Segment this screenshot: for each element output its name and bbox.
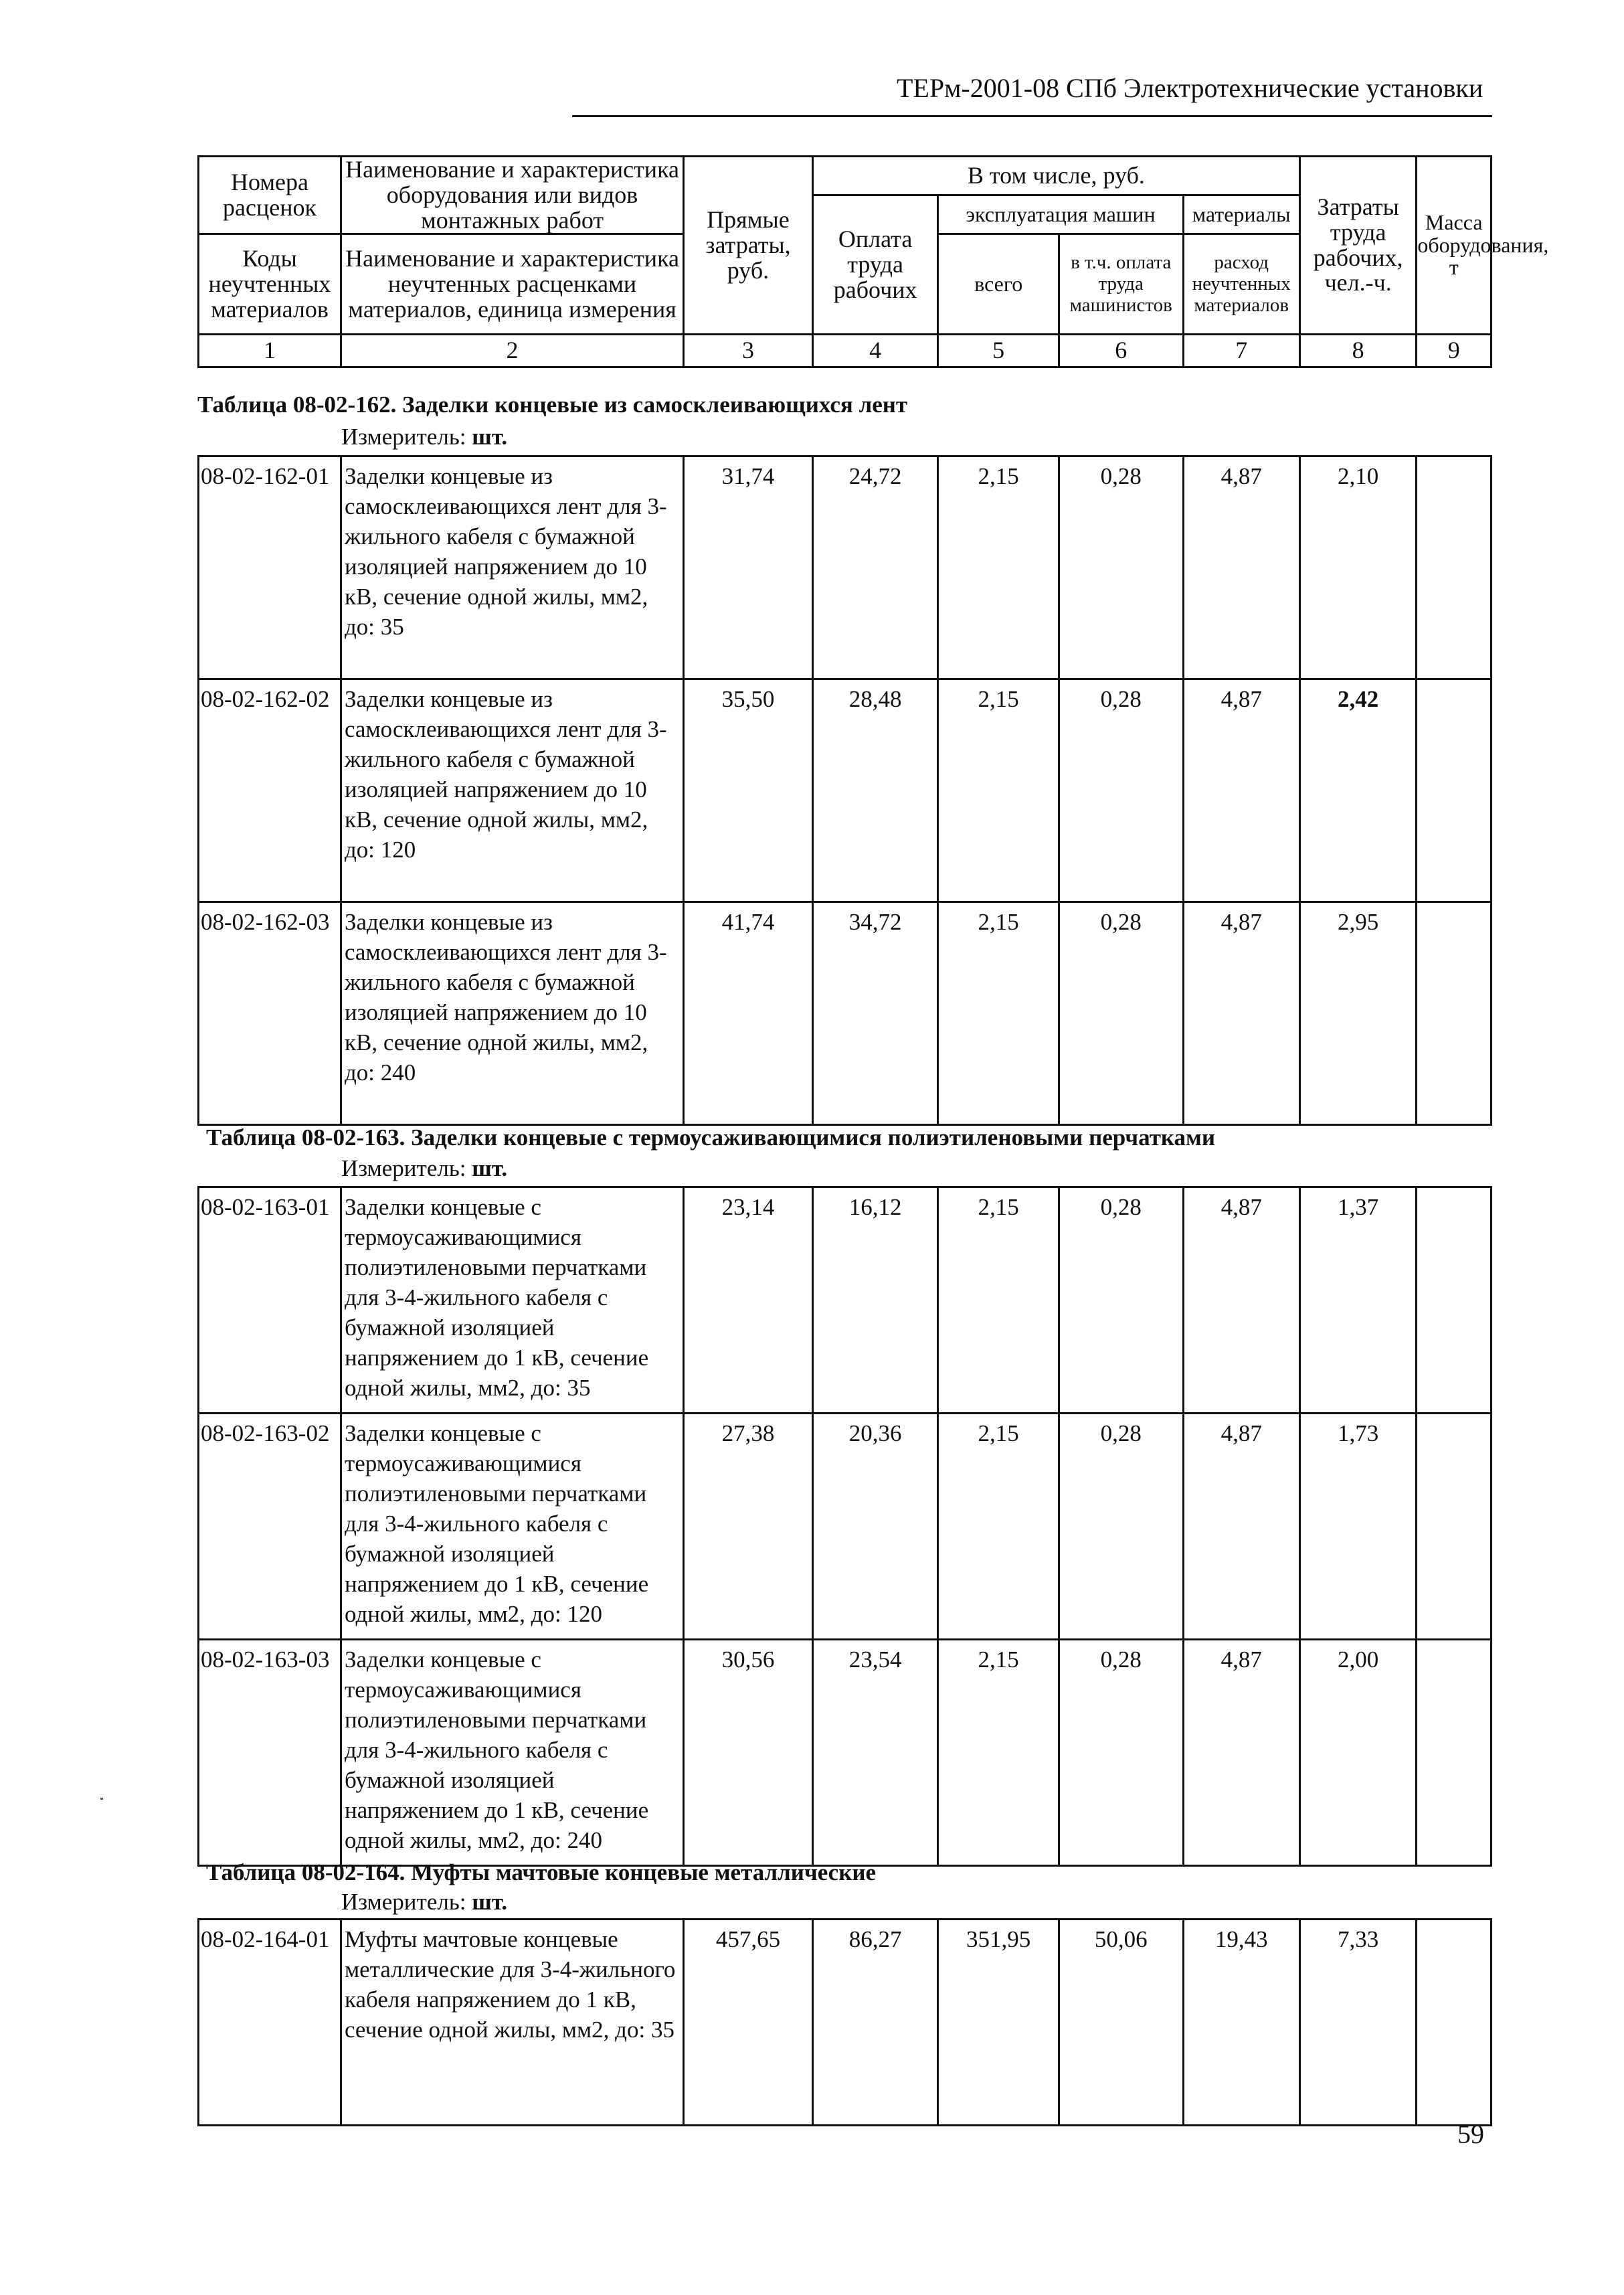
materials-cost: 4,87 (1183, 456, 1299, 679)
section-title: Таблица 08-02-164. Муфты мачтовые концевые металлические (206, 1859, 877, 1885)
labor-hours: 1,73 (1299, 1414, 1416, 1640)
machinists-labor: 0,28 (1059, 456, 1183, 679)
col6-header: в т.ч. оплата труда машинистов (1059, 234, 1183, 335)
equipment-mass (1417, 679, 1492, 902)
equipment-mass (1417, 1640, 1492, 1866)
unit-label: Измеритель: (341, 424, 466, 450)
labor-hours: 2,10 (1299, 456, 1416, 679)
table-row (199, 1920, 1492, 2126)
rate-code: 08-02-162-03 (199, 902, 341, 1125)
rate-code: 08-02-164-01 (199, 1920, 341, 2126)
work-description: Муфты мачтовые концевые металлические для 3-4-жильного кабеля напряжением до 1 кВ, сечение одной жилы, мм2, до: 35 (341, 1920, 683, 2126)
unit-line (341, 424, 507, 450)
machines-total: 2,15 (938, 1187, 1059, 1414)
labor-cost: 20,36 (812, 1414, 938, 1640)
machines-total: 2,15 (938, 1640, 1059, 1866)
materials-cost: 19,43 (1183, 1920, 1299, 2126)
col5-header: всего (938, 234, 1059, 335)
table-row (199, 902, 1492, 1125)
machinists-labor: 0,28 (1059, 902, 1183, 1125)
machines-total: 2,15 (938, 456, 1059, 679)
machinists-labor: 0,28 (1059, 1187, 1183, 1414)
machinists-labor: 0,28 (1059, 679, 1183, 902)
page-number: 59 (1457, 2119, 1484, 2149)
machines-total: 351,95 (938, 1920, 1059, 2126)
col-number: 5 (938, 335, 1059, 367)
labor-cost: 23,54 (812, 1640, 938, 1866)
work-description: Заделки концевые из самосклеивающихся лент для 3-жильного кабеля с бумажной изоляцией напряжением до 10 кВ, сечение одной жилы, мм2, до: 120 (341, 679, 683, 902)
machines-total: 2,15 (938, 1414, 1059, 1640)
labor-cost: 86,27 (812, 1920, 938, 2126)
materials-header: материалы (1183, 195, 1299, 234)
machinists-labor: 0,28 (1059, 1640, 1183, 1866)
col-number: 4 (812, 335, 938, 367)
labor-hours: 2,00 (1299, 1640, 1416, 1866)
col2-header-bottom: Наименование и характеристика неучтенных расценками материалов, единица измерения (341, 234, 683, 335)
labor-hours: 7,33 (1299, 1920, 1416, 2126)
direct-cost: 30,56 (684, 1640, 813, 1866)
materials-cost: 4,87 (1183, 1414, 1299, 1640)
col2-header-top: Наименование и характеристика оборудования или видов монтажных работ (341, 157, 683, 234)
unit-line (341, 1889, 507, 1916)
rates-table-163 (197, 1186, 1492, 1867)
machines-total: 2,15 (938, 902, 1059, 1125)
materials-cost: 4,87 (1183, 1187, 1299, 1414)
table-row (199, 1187, 1492, 1414)
work-description: Заделки концевые из самосклеивающихся лент для 3-жильного кабеля с бумажной изоляцией напряжением до 10 кВ, сечение одной жилы, мм2, до: 35 (341, 456, 683, 679)
group-header: В том числе, руб. (812, 157, 1299, 195)
rates-table-162 (197, 455, 1492, 1126)
col-number: 6 (1059, 335, 1183, 367)
unit-value: шт. (472, 424, 508, 450)
equipment-mass (1417, 1187, 1492, 1414)
col9-header: Масса оборудования, т (1417, 157, 1492, 335)
machines-header: эксплуатация машин (938, 195, 1183, 234)
col1-header-top: Номера расценок (199, 157, 341, 234)
unit-label: Измеритель: (341, 1889, 466, 1915)
materials-cost: 4,87 (1183, 902, 1299, 1125)
equipment-mass (1417, 1414, 1492, 1640)
materials-cost: 4,87 (1183, 679, 1299, 902)
direct-cost: 457,65 (684, 1920, 813, 2126)
scan-speck (100, 1798, 103, 1800)
unit-label: Измеритель: (341, 1155, 466, 1181)
col-number: 1 (199, 335, 341, 367)
col-number: 3 (684, 335, 813, 367)
rates-table-164 (197, 1918, 1492, 2126)
col-number: 2 (341, 335, 683, 367)
machinists-labor: 50,06 (1059, 1920, 1183, 2126)
col8-header: Затраты труда рабочих, чел.-ч. (1299, 157, 1416, 335)
rate-code: 08-02-162-02 (199, 679, 341, 902)
rate-code: 08-02-163-03 (199, 1640, 341, 1866)
work-description: Заделки концевые с термоусаживающимися полиэтиленовыми перчатками для 3-4-жильного кабеля с бумажной изоляцией напряжением до 1 кВ, сечение одной жилы, мм2, до: 120 (341, 1414, 683, 1640)
work-description: Заделки концевые с термоусаживающимися полиэтиленовыми перчатками для 3-4-жильного кабеля с бумажной изоляцией напряжением до 1 кВ, сечение одной жилы, мм2, до: 35 (341, 1187, 683, 1414)
equipment-mass (1417, 902, 1492, 1125)
labor-hours: 1,37 (1299, 1187, 1416, 1414)
section-title: Таблица 08-02-162. Заделки концевые из самосклеивающихся лент (197, 392, 908, 418)
table-row (199, 1640, 1492, 1866)
unit-value: шт. (472, 1889, 508, 1915)
table-row (199, 679, 1492, 902)
col-number: 7 (1183, 335, 1299, 367)
running-header: ТЕРм-2001-08 СПб Электротехнические установки (897, 73, 1483, 103)
column-header-table (197, 155, 1549, 368)
work-description: Заделки концевые из самосклеивающихся лент для 3-жильного кабеля с бумажной изоляцией напряжением до 10 кВ, сечение одной жилы, мм2, до: 240 (341, 902, 683, 1125)
col4-header: Оплата труда рабочих (812, 195, 938, 335)
machinists-labor: 0,28 (1059, 1414, 1183, 1640)
labor-cost: 24,72 (812, 456, 938, 679)
labor-cost: 28,48 (812, 679, 938, 902)
section-title: Таблица 08-02-163. Заделки концевые с термоусаживающимися полиэтиленовыми перчатками (206, 1124, 1216, 1151)
col1-header-bottom: Коды неучтенных материалов (199, 234, 341, 335)
labor-hours: 2,95 (1299, 902, 1416, 1125)
unit-value: шт. (472, 1155, 508, 1181)
labor-hours: 2,42 (1299, 679, 1416, 902)
col-number: 8 (1299, 335, 1416, 367)
materials-cost: 4,87 (1183, 1640, 1299, 1866)
unit-line (341, 1155, 507, 1182)
direct-cost: 35,50 (684, 679, 813, 902)
table-row (199, 1414, 1492, 1640)
work-description: Заделки концевые с термоусаживающимися полиэтиленовыми перчатками для 3-4-жильного кабеля с бумажной изоляцией напряжением до 1 кВ, сечение одной жилы, мм2, до: 240 (341, 1640, 683, 1866)
col3-header: Прямые затраты, руб. (684, 157, 813, 335)
direct-cost: 23,14 (684, 1187, 813, 1414)
equipment-mass (1417, 456, 1492, 679)
machines-total: 2,15 (938, 679, 1059, 902)
header-rule (572, 115, 1492, 117)
labor-cost: 34,72 (812, 902, 938, 1125)
direct-cost: 41,74 (684, 902, 813, 1125)
rate-code: 08-02-163-01 (199, 1187, 341, 1414)
rate-code: 08-02-162-01 (199, 456, 341, 679)
equipment-mass (1417, 1920, 1492, 2126)
col7-header: расход неучтенных материалов (1183, 234, 1299, 335)
col-number: 9 (1417, 335, 1492, 367)
rate-code: 08-02-163-02 (199, 1414, 341, 1640)
labor-cost: 16,12 (812, 1187, 938, 1414)
table-row (199, 456, 1492, 679)
direct-cost: 27,38 (684, 1414, 813, 1640)
direct-cost: 31,74 (684, 456, 813, 679)
